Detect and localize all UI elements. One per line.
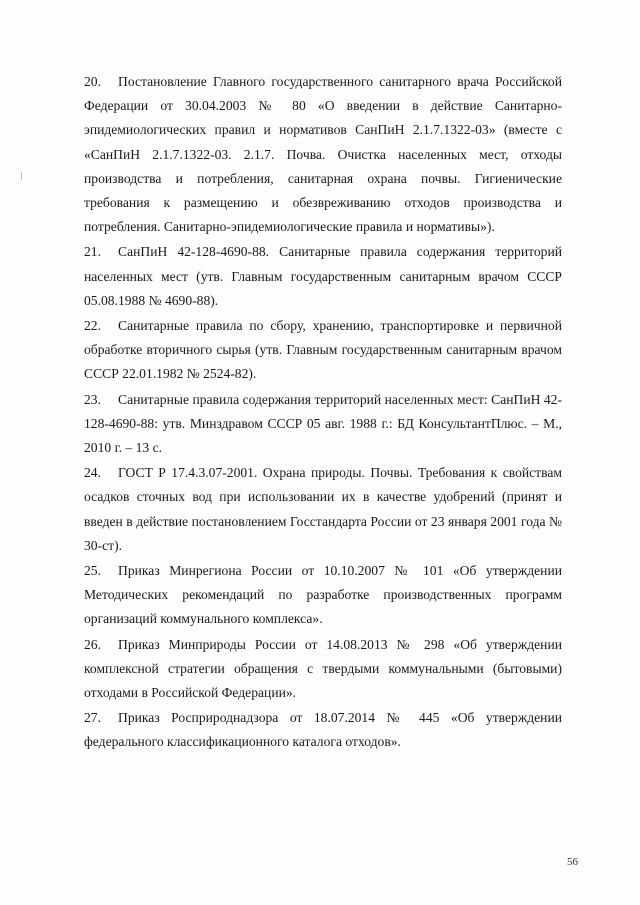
reference-item bbox=[84, 70, 562, 239]
reference-number: 21. bbox=[84, 244, 101, 260]
reference-number: 27. bbox=[84, 710, 101, 726]
scan-margin-mark bbox=[21, 172, 22, 180]
reference-item bbox=[84, 559, 562, 632]
reference-text: ГОСТ Р 17.4.3.07-2001. Охрана природы. Почвы. Требования к свойствам осадков сточных вод при использовании их в качестве удобрений (принят и введен в действие постановлением Госстандарта России от 23 января 2001 года № 30-ст). bbox=[84, 465, 562, 553]
reference-item bbox=[84, 461, 562, 558]
reference-number: 25. bbox=[84, 563, 101, 579]
reference-list bbox=[84, 70, 562, 756]
reference-text: Приказ Росприроднадзора от 18.07.2014 № 445 «Об утверждении федерального классификационного каталога отходов». bbox=[84, 710, 562, 750]
reference-item bbox=[84, 240, 562, 313]
reference-text: Приказ Минприроды России от 14.08.2013 № 298 «Об утверждении комплексной стратегии обращения с твердыми коммунальными (бытовыми) отходами в Российской Федерации». bbox=[84, 636, 562, 701]
reference-number: 20. bbox=[84, 74, 101, 89]
reference-item bbox=[84, 314, 562, 387]
reference-item bbox=[84, 388, 562, 461]
reference-number: 24. bbox=[84, 465, 101, 481]
reference-item bbox=[84, 706, 562, 754]
reference-text: Приказ Минрегиона России от 10.10.2007 № 101 «Об утверждении Методических рекомендаций по разработке производственных программ организаций коммунального комплекса». bbox=[84, 563, 562, 627]
page-number: 56 bbox=[567, 856, 578, 868]
reference-text: СанПиН 42-128-4690-88. Санитарные правила содержания территорий населенных мест (утв. Главным государственным санитарным врачом СССР 05.08.1988 № 4690-88). bbox=[84, 244, 562, 308]
reference-text: Постановление Главного государственного санитарного врача Российской Федерации от 30.04.2003 № 80 «О введении в действие Санитарно-эпидемиологических правил и нормативов СанПиН 2.1.7.1322-03» (вместе с «СанПиН 2.1.7.1322-03. 2.1.7. Почва. Очистка населенных мест, отходы производства и потребления, санитарная охрана почвы. Гигиенические требования к размещению и обезвреживанию отходов производства и потребления. Санитарно-эпидемиологические правила и нормативы»). bbox=[84, 74, 562, 235]
reference-number: 22. bbox=[84, 318, 101, 334]
reference-text: Санитарные правила по сбору, хранению, транспортировке и первичной обработке вторичного сырья (утв. Главным государственным санитарным врачом СССР 22.01.1982 № 2524-82). bbox=[84, 318, 562, 382]
reference-text: Санитарные правила содержания территорий населенных мест: СанПиН 42-128-4690-88: утв. Минздравом СССР 05 авг. 1988 г.: БД КонсультантПлюс. – М., 2010 г. – 13 с. bbox=[84, 391, 562, 456]
reference-item bbox=[84, 633, 562, 706]
reference-number: 23. bbox=[84, 391, 101, 407]
reference-number: 26. bbox=[84, 636, 101, 652]
